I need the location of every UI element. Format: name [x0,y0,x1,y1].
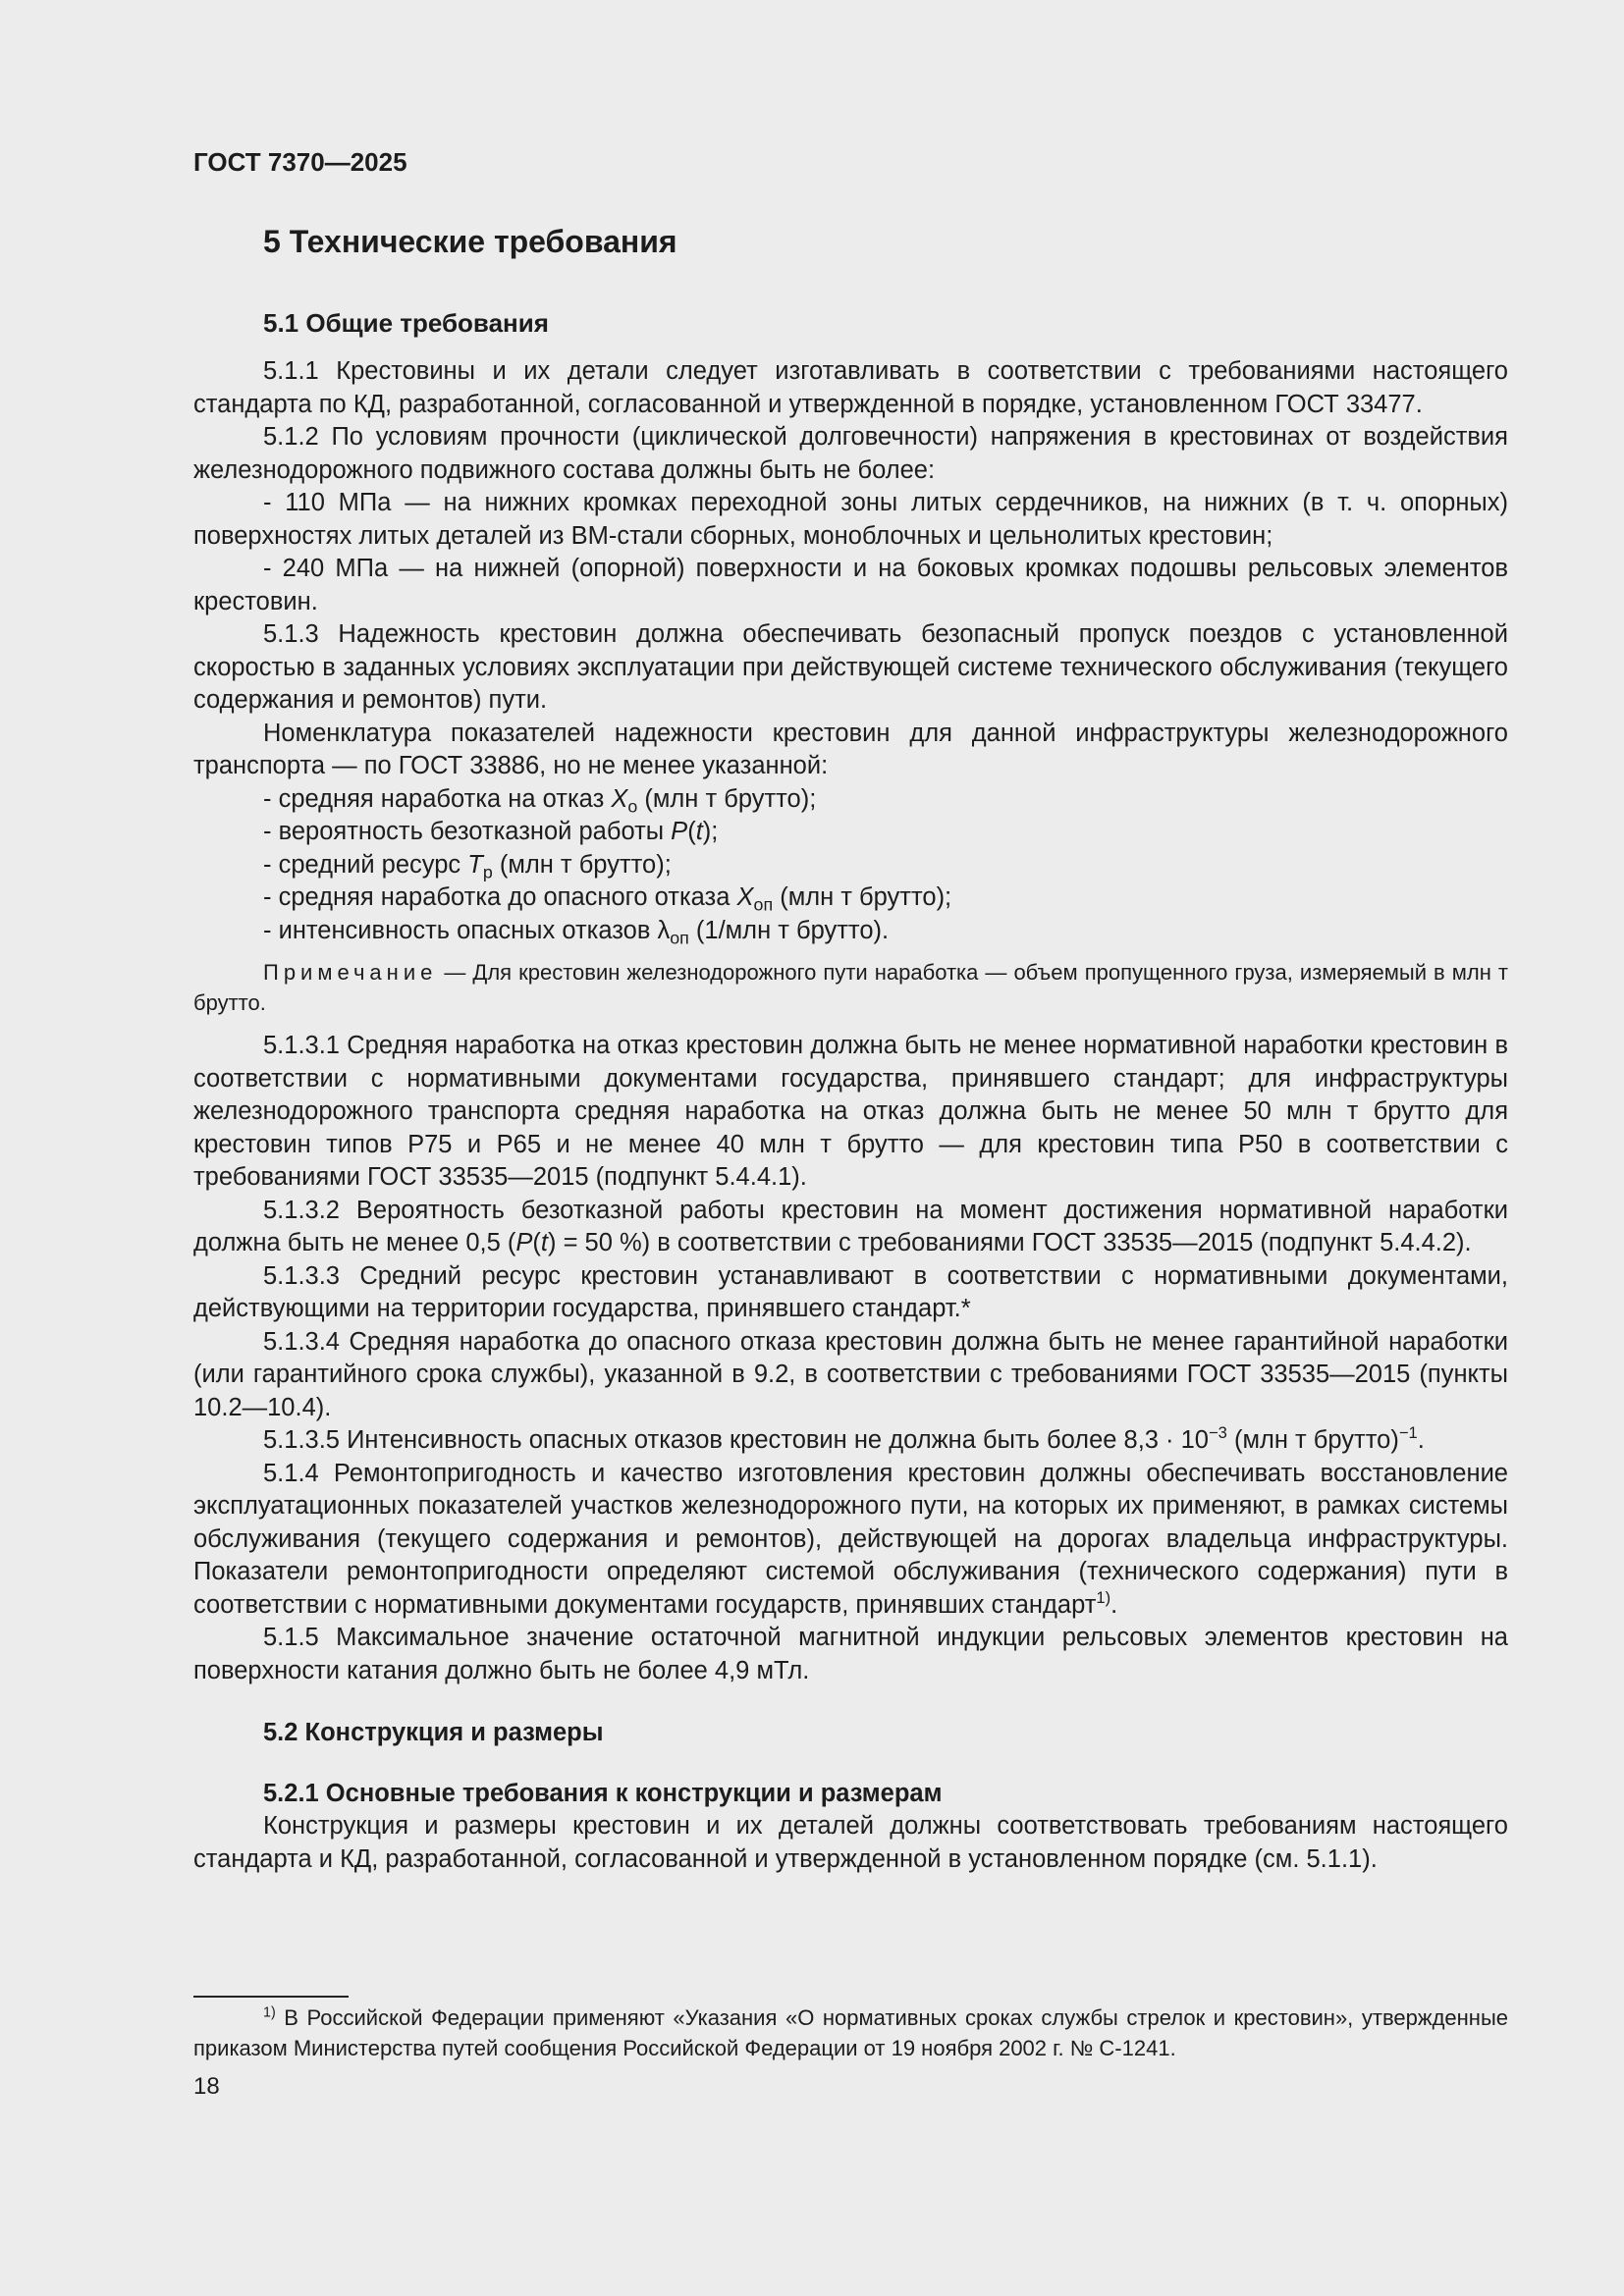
footnote-divider [193,1996,349,1998]
paragraph-5-2-1: Конструкция и размеры крестовин и их деталей должны соответствовать требованиям настоящего стандарта и КД, разработанной, согласованной и утвержденной в установленном порядке (см. 5.1.1). [193,1812,1508,1873]
list-item-240-mpa: - 240 МПа — на нижней (опорной) поверхности и на боковых кромках подошвы рельсовых элементов крестовин. [193,555,1508,615]
list-item-dangerous-failure: - средняя наработка до опасного отказа $X_{оп}$ (млн т брутто); [263,883,952,915]
subsection-title-5-2-1: 5.2.1 Основные требования к конструкции и размерам [263,1779,943,1807]
list-item-failure-rate: - интенсивность опасных отказов $\lambda_{оп}$ (1/млн т брутто). [263,916,890,947]
document-id: ГОСТ 7370—2025 [193,147,407,177]
paragraph-5-1-3-5: 5.1.3.5 Интенсивность опасных отказов крестовин не должна быть более $8,3 \cdot 10^{-3}$ (млн т брутто)$^{-1}$. [263,1423,1425,1454]
footnote-mark: 1) [263,2004,276,2021]
paragraph-5-1-4: 5.1.4 Ремонтопригодность и качество изготовления крестовин должны обеспечивать восстановление эксплуатационных показателей участков железнодорожного пути, на которых их применяют, в рамках системы обслуживания (текущего содержания и ремонтов), действующей на дорогах владельца инфраструктуры. Показатели ремонтопригодности определяют системой обслуживания (технического содержания) пути в соответствии с нормативными документами государств, принявших стандарт$^{1)}$. [193,1459,1508,1619]
paragraph-5-1-3: 5.1.3 Надежность крестовин должна обеспечивать безопасный пропуск поездов с установленной скоростью в заданных условиях эксплуатации при действующей системе технического обслуживания (текущего содержания и ремонтов) пути. [193,620,1508,714]
subsection-title-5-2: 5.2 Конструкция и размеры [263,1719,604,1746]
footnote-reference: 1) [1096,1587,1111,1607]
paragraph-5-1-5: 5.1.5 Максимальное значение остаточной магнитной индукции рельсовых элементов крестовин на поверхности катания должно быть не более 4,9 мТл. [193,1624,1508,1684]
note-text: — Для крестовин железнодорожного пути наработка — объем пропущенного груза, измеряемый в млн т брутто. [193,960,1508,1015]
paragraph-5-1-3-2: 5.1.3.2 Вероятность безотказной работы крестовин на момент достижения нормативной наработки должна быть не менее 0,5 (P(t) = 50 %) в соответствии с требованиями ГОСТ 33535—2015 (подпункт 5.4.4.2). [193,1196,1508,1256]
section-title: 5 Технические требования [263,224,677,259]
footnote-text: В Российской Федерации применяют «Указания «О нормативных сроках службы стрелок и крестовин», утвержденные приказом Министерства путей сообщения Российской Федерации от 19 ноября 2002 г. № С-1241. [193,2005,1508,2060]
subsection-title-5-1: 5.1 Общие требования [263,308,549,338]
note-label: Примечание [263,960,438,985]
footnote [193,2002,1508,2063]
note [193,957,1508,1018]
paragraph-5-1-3-4: 5.1.3.4 Средняя наработка до опасного отказа крестовин должна быть не менее гарантийной наработки (или гарантийного срока службы), указанной в 9.2, в соответствии с требованиями ГОСТ 33535—2015 (пункты 10.2—10.4). [193,1327,1508,1421]
paragraph-5-1-2: 5.1.2 По условиям прочности (циклической долговечности) напряжения в крестовинах от воздействия железнодорожного подвижного состава должны быть не более: [193,423,1508,484]
paragraph-5-1-3-3: 5.1.3.3 Средний ресурс крестовин устанавливают в соответствии с нормативными документами, действующими на территории государства, принявшего стандарт.* [193,1261,1508,1322]
list-item-mtbf: - средняя наработка на отказ $X_о$ (млн т брутто); [263,784,817,816]
page-number: 18 [193,2073,220,2100]
paragraph-5-1-1: 5.1.1 Крестовины и их детали следует изготавливать в соответствии с требованиями настоящего стандарта по КД, разработанной, согласованной и утвержденной в порядке, установленном ГОСТ 33477. [193,357,1508,418]
paragraph-nomenclature: Номенклатура показателей надежности крестовин для данной инфраструктуры железнодорожного транспорта — по ГОСТ 33886, но не менее указанной: [193,719,1508,779]
paragraph-5-1-3-1: 5.1.3.1 Средняя наработка на отказ крестовин должна быть не менее нормативной наработки крестовин в соответствии с нормативными документами государства, принявшего стандарт; для инфраструктуры железнодорожного транспорта средняя наработка на отказ должна быть не менее 50 млн т брутто для крестовин типов Р75 и Р65 и не менее 40 млн т брутто — для крестовин типа Р50 в соответствии с требованиями ГОСТ 33535—2015 (подпункт 5.4.4.1). [193,1032,1508,1191]
list-item-110-mpa: - 110 МПа — на нижних кромках переходной зоны литых сердечников, на нижних (в т. ч. опорных) поверхностях литых деталей из ВМ-стали сборных, моноблочных и цельнолитых крестовин; [193,489,1508,550]
list-item-reliability: - вероятность безотказной работы P(t); [263,818,719,845]
list-item-resource: - средний ресурс $T_р$ (млн т брутто); [263,850,672,881]
body-text [193,355,1508,1876]
